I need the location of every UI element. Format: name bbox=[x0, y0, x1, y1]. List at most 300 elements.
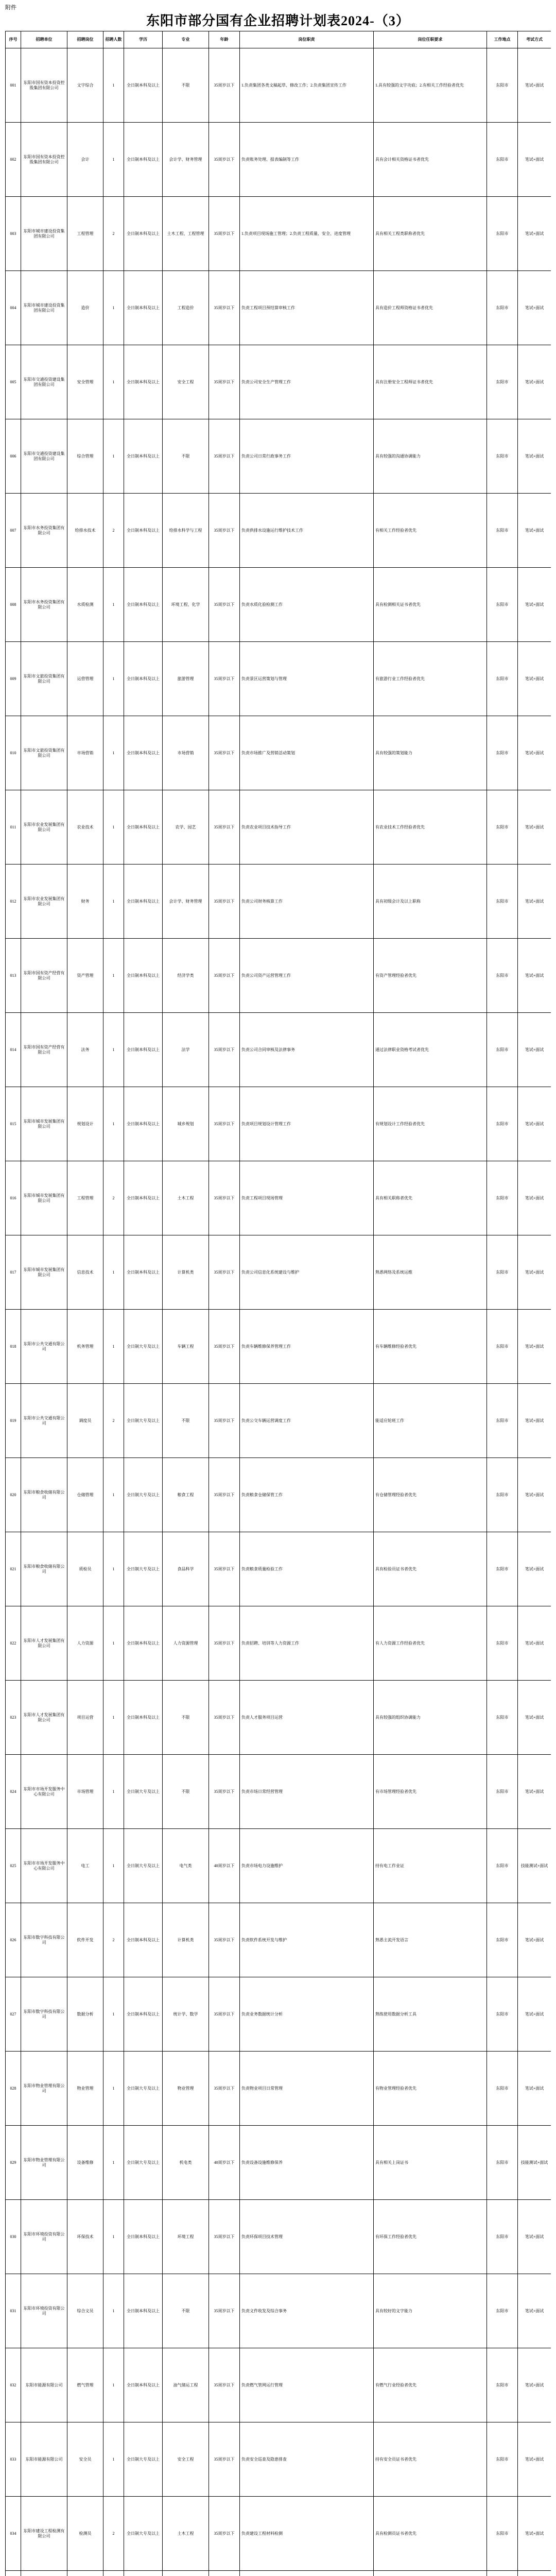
table-row bbox=[6, 123, 551, 197]
cell-no: 006 bbox=[6, 419, 21, 494]
table-row bbox=[6, 197, 551, 271]
cell-edu: 全日制本科及以上 bbox=[124, 1161, 163, 1235]
cell-req: 有相关工作经验者优先 bbox=[374, 494, 487, 568]
cell-place: 东阳市 bbox=[487, 2497, 518, 2571]
table-row bbox=[6, 1977, 551, 2052]
cell-major: 工程造价 bbox=[163, 271, 209, 345]
cell-exam: 笔试+面试 bbox=[518, 123, 551, 197]
cell-req: 有环保工作经验者优先 bbox=[374, 2200, 487, 2274]
cell-edu: 全日制本科及以上 bbox=[124, 1681, 163, 1755]
cell-age: 35周岁以下 bbox=[209, 123, 240, 197]
cell-duty: 负责物业项目日常管理 bbox=[240, 2052, 374, 2126]
cell-edu: 全日制大专及以上 bbox=[124, 1829, 163, 1903]
cell-duty: 负责燃气管网运行管理 bbox=[240, 2348, 374, 2422]
cell-exam: 笔试+面试 bbox=[518, 419, 551, 494]
cell-num: 1 bbox=[103, 419, 124, 494]
cell-duty: 负责市场电力设施维护 bbox=[240, 1829, 374, 1903]
cell-major: 给排水科学与工程 bbox=[163, 494, 209, 568]
cell-unit: 东阳市交通投资建设集团有限公司 bbox=[21, 419, 67, 494]
cell-age: 35周岁以下 bbox=[209, 1681, 240, 1755]
cell-duty: 负责工程项目预结算审核工作 bbox=[240, 271, 374, 345]
cell-major: 会计学、财务管理 bbox=[163, 123, 209, 197]
cell-edu: 全日制本科及以上 bbox=[124, 865, 163, 939]
cell-duty: 负责软件系统开发与维护 bbox=[240, 1903, 374, 1977]
cell-duty: 负责公交车辆运营调度工作 bbox=[240, 1384, 374, 1458]
cell-num: 1 bbox=[103, 48, 124, 123]
table-row bbox=[6, 271, 551, 345]
cell-exam: 笔试+面试 bbox=[518, 1606, 551, 1681]
cell-exam: 技能测试+面试 bbox=[518, 1829, 551, 1903]
cell-exam: 笔试+面试 bbox=[518, 2348, 551, 2422]
cell-exam: 笔试+面试 bbox=[518, 1161, 551, 1235]
cell-post: 工程管理 bbox=[67, 1161, 103, 1235]
table-row bbox=[6, 2571, 551, 2576]
cell-age: 35周岁以下 bbox=[209, 1532, 240, 1606]
table-row bbox=[6, 1310, 551, 1384]
cell-unit: 东阳市农业发展集团有限公司 bbox=[21, 790, 67, 865]
cell-num: 1 bbox=[103, 1977, 124, 2052]
cell-age: 35周岁以下 bbox=[209, 2052, 240, 2126]
cell-req: 具有造价工程师资格证书者优先 bbox=[374, 271, 487, 345]
page-title: 东阳市部分国有企业招聘计划表2024-（3） bbox=[146, 13, 410, 28]
cell-age: 35周岁以下 bbox=[209, 1310, 240, 1384]
cell-num: 2 bbox=[103, 197, 124, 271]
cell-edu: 全日制本科及以上 bbox=[124, 1087, 163, 1161]
table-row bbox=[6, 2348, 551, 2422]
cell-age: 35周岁以下 bbox=[209, 1903, 240, 1977]
cell-req: 熟练使用数据分析工具 bbox=[374, 1977, 487, 2052]
cell-major: 会计学、财务管理 bbox=[163, 865, 209, 939]
cell-edu: 全日制本科及以上 bbox=[124, 345, 163, 419]
cell-post: 文字综合 bbox=[67, 48, 103, 123]
cell-post: 资产管理 bbox=[67, 939, 103, 1013]
cell-place: 东阳市 bbox=[487, 939, 518, 1013]
cell-num: 1 bbox=[103, 716, 124, 790]
table-row bbox=[6, 1755, 551, 1829]
cell-edu bbox=[124, 2571, 163, 2576]
cell-place: 东阳市 bbox=[487, 2274, 518, 2348]
cell-req: 具有较强的组织协调能力 bbox=[374, 1681, 487, 1755]
cell-no: 025 bbox=[6, 1829, 21, 1903]
cell-age: 35周岁以下 bbox=[209, 865, 240, 939]
cell-exam: 笔试+面试 bbox=[518, 1903, 551, 1977]
table-row bbox=[6, 790, 551, 865]
cell-req: 有仓储管理经验者优先 bbox=[374, 1458, 487, 1532]
cell-post: 综合文员 bbox=[67, 2274, 103, 2348]
cell-edu: 全日制大专及以上 bbox=[124, 2126, 163, 2200]
cell-duty: 负责市场日常经营管理 bbox=[240, 1755, 374, 1829]
cell-age: 35周岁以下 bbox=[209, 1977, 240, 2052]
cell-no: 023 bbox=[6, 1681, 21, 1755]
cell-no: 011 bbox=[6, 790, 21, 865]
cell-num: 1 bbox=[103, 1235, 124, 1310]
cell-age: 35周岁以下 bbox=[209, 1458, 240, 1532]
cell-place: 东阳市 bbox=[487, 2200, 518, 2274]
cell-post: 安全员 bbox=[67, 2422, 103, 2497]
col-header-exam: 考试方式 bbox=[518, 31, 551, 48]
cell-major: 土木工程 bbox=[163, 1161, 209, 1235]
cell-exam: 笔试+面试 bbox=[518, 568, 551, 642]
cell-post: 规划设计 bbox=[67, 1087, 103, 1161]
cell-place: 东阳市 bbox=[487, 790, 518, 865]
cell-req: 有农业技术工作经验者优先 bbox=[374, 790, 487, 865]
cell-no: 017 bbox=[6, 1235, 21, 1310]
cell-post bbox=[67, 2571, 103, 2576]
cell-edu: 全日制本科及以上 bbox=[124, 2200, 163, 2274]
cell-num: 1 bbox=[103, 2052, 124, 2126]
cell-age: 35周岁以下 bbox=[209, 2422, 240, 2497]
cell-no: 014 bbox=[6, 1013, 21, 1087]
cell-duty: 负责设备设施维修保养 bbox=[240, 2126, 374, 2200]
table-row bbox=[6, 865, 551, 939]
cell-no bbox=[6, 2571, 21, 2576]
cell-edu: 全日制本科及以上 bbox=[124, 716, 163, 790]
cell-req: 具有相关上岗证书 bbox=[374, 2126, 487, 2200]
cell-post: 检测员 bbox=[67, 2497, 103, 2571]
cell-major: 计算机类 bbox=[163, 1235, 209, 1310]
cell-edu: 全日制本科及以上 bbox=[124, 1977, 163, 2052]
cell-age: 35周岁以下 bbox=[209, 1161, 240, 1235]
cell-unit: 东阳市人才发展集团有限公司 bbox=[21, 1606, 67, 1681]
cell-edu: 全日制大专及以上 bbox=[124, 1310, 163, 1384]
cell-no: 016 bbox=[6, 1161, 21, 1235]
cell-unit: 东阳市城市发展集团有限公司 bbox=[21, 1235, 67, 1310]
cell-exam: 笔试+面试 bbox=[518, 197, 551, 271]
cell-exam: 笔试+面试 bbox=[518, 271, 551, 345]
col-header-req: 岗位任职要求 bbox=[374, 31, 487, 48]
cell-edu: 全日制本科及以上 bbox=[124, 1606, 163, 1681]
cell-req: 熟悉网络及系统运维 bbox=[374, 1235, 487, 1310]
cell-post: 运营管理 bbox=[67, 642, 103, 716]
cell-no: 015 bbox=[6, 1087, 21, 1161]
table-row bbox=[6, 642, 551, 716]
table-row bbox=[6, 1681, 551, 1755]
cell-exam: 笔试+面试 bbox=[518, 1755, 551, 1829]
cell-exam: 笔试+面试 bbox=[518, 716, 551, 790]
cell-edu: 全日制本科及以上 bbox=[124, 123, 163, 197]
cell-exam: 笔试+面试 bbox=[518, 1458, 551, 1532]
cell-edu: 全日制本科及以上 bbox=[124, 1903, 163, 1977]
cell-duty: 1.负责集团各类文稿起草、修改工作；2.负责集团宣传工作 bbox=[240, 48, 374, 123]
cell-post: 法务 bbox=[67, 1013, 103, 1087]
cell-edu: 全日制大专及以上 bbox=[124, 1755, 163, 1829]
cell-age: 35周岁以下 bbox=[209, 642, 240, 716]
col-header-age: 年龄 bbox=[209, 31, 240, 48]
col-header-major: 专业 bbox=[163, 31, 209, 48]
cell-major: 不限 bbox=[163, 2274, 209, 2348]
table-row bbox=[6, 568, 551, 642]
cell-post: 人力资源 bbox=[67, 1606, 103, 1681]
cell-major: 土木工程、工程管理 bbox=[163, 197, 209, 271]
table-row bbox=[6, 1013, 551, 1087]
cell-num: 1 bbox=[103, 2274, 124, 2348]
cell-no: 034 bbox=[6, 2497, 21, 2571]
cell-post: 综合管理 bbox=[67, 419, 103, 494]
cell-no: 018 bbox=[6, 1310, 21, 1384]
cell-exam: 笔试+面试 bbox=[518, 790, 551, 865]
cell-age: 35周岁以下 bbox=[209, 1384, 240, 1458]
cell-duty: 负责建设工程材料检测 bbox=[240, 2497, 374, 2571]
cell-exam: 笔试+面试 bbox=[518, 2052, 551, 2126]
cell-num: 1 bbox=[103, 345, 124, 419]
cell-place: 东阳市 bbox=[487, 494, 518, 568]
cell-edu: 全日制本科及以上 bbox=[124, 494, 163, 568]
cell-unit: 东阳市国有资本投资控股集团有限公司 bbox=[21, 123, 67, 197]
cell-post: 项目运营 bbox=[67, 1681, 103, 1755]
cell-duty: 负责景区运营策划与管理 bbox=[240, 642, 374, 716]
cell-place: 东阳市 bbox=[487, 1458, 518, 1532]
cell-req: 持有安全员证书者优先 bbox=[374, 2422, 487, 2497]
cell-edu: 全日制本科及以上 bbox=[124, 642, 163, 716]
cell-unit: 东阳市交通投资建设集团有限公司 bbox=[21, 345, 67, 419]
table-body bbox=[6, 48, 551, 2576]
table-row bbox=[6, 345, 551, 419]
cell-post: 物业管理 bbox=[67, 2052, 103, 2126]
cell-major: 油气储运工程 bbox=[163, 2348, 209, 2422]
cell-exam: 笔试+面试 bbox=[518, 642, 551, 716]
cell-post: 调度员 bbox=[67, 1384, 103, 1458]
cell-place: 东阳市 bbox=[487, 642, 518, 716]
cell-unit bbox=[21, 2571, 67, 2576]
col-header-unit: 招聘单位 bbox=[21, 31, 67, 48]
col-header-post: 招聘岗位 bbox=[67, 31, 103, 48]
cell-num: 1 bbox=[103, 1606, 124, 1681]
cell-num: 1 bbox=[103, 1458, 124, 1532]
table-row bbox=[6, 2052, 551, 2126]
cell-post: 市场管理 bbox=[67, 1755, 103, 1829]
cell-major: 城乡规划 bbox=[163, 1087, 209, 1161]
cell-no: 029 bbox=[6, 2126, 21, 2200]
cell-edu: 全日制本科及以上 bbox=[124, 419, 163, 494]
cell-exam: 笔试+面试 bbox=[518, 939, 551, 1013]
cell-post: 仓储管理 bbox=[67, 1458, 103, 1532]
cell-unit: 东阳市能源有限公司 bbox=[21, 2348, 67, 2422]
table-row bbox=[6, 2274, 551, 2348]
cell-req: 具有初级会计及以上职称 bbox=[374, 865, 487, 939]
table-row bbox=[6, 1532, 551, 1606]
cell-no: 030 bbox=[6, 2200, 21, 2274]
cell-unit: 东阳市城市建设投资集团有限公司 bbox=[21, 197, 67, 271]
cell-duty bbox=[240, 2571, 374, 2576]
cell-unit: 东阳市国有资产经营有限公司 bbox=[21, 939, 67, 1013]
cell-exam: 笔试+面试 bbox=[518, 1681, 551, 1755]
recruitment-table bbox=[5, 31, 551, 2576]
cell-age: 35周岁以下 bbox=[209, 419, 240, 494]
cell-no: 013 bbox=[6, 939, 21, 1013]
cell-place: 东阳市 bbox=[487, 271, 518, 345]
cell-no: 033 bbox=[6, 2422, 21, 2497]
cell-place: 东阳市 bbox=[487, 2422, 518, 2497]
cell-unit: 东阳市国有资产经营有限公司 bbox=[21, 1013, 67, 1087]
cell-num: 1 bbox=[103, 2126, 124, 2200]
cell-req: 具有检验员证书者优先 bbox=[374, 1532, 487, 1606]
cell-place: 东阳市 bbox=[487, 2126, 518, 2200]
cell-duty: 负责人才服务项目运营 bbox=[240, 1681, 374, 1755]
cell-age: 35周岁以下 bbox=[209, 271, 240, 345]
cell-major: 经济学类 bbox=[163, 939, 209, 1013]
cell-place: 东阳市 bbox=[487, 48, 518, 123]
cell-post: 财务 bbox=[67, 865, 103, 939]
cell-major: 不限 bbox=[163, 1681, 209, 1755]
cell-age: 35周岁以下 bbox=[209, 2274, 240, 2348]
cell-req: 具有检测相关证书者优先 bbox=[374, 568, 487, 642]
cell-major: 不限 bbox=[163, 419, 209, 494]
cell-major: 农学、园艺 bbox=[163, 790, 209, 865]
cell-post: 燃气管理 bbox=[67, 2348, 103, 2422]
cell-no: 003 bbox=[6, 197, 21, 271]
cell-edu: 全日制本科及以上 bbox=[124, 271, 163, 345]
cell-major: 粮食工程 bbox=[163, 1458, 209, 1532]
cell-num: 2 bbox=[103, 1161, 124, 1235]
cell-num: 1 bbox=[103, 865, 124, 939]
cell-age: 35周岁以下 bbox=[209, 1235, 240, 1310]
cell-req: 具有检测员证书者优先 bbox=[374, 2497, 487, 2571]
cell-duty: 负责项目规划设计管理工作 bbox=[240, 1087, 374, 1161]
cell-age: 35周岁以下 bbox=[209, 716, 240, 790]
cell-age: 35周岁以下 bbox=[209, 345, 240, 419]
cell-exam: 笔试+面试 bbox=[518, 2200, 551, 2274]
cell-exam: 笔试+面试 bbox=[518, 865, 551, 939]
cell-unit: 东阳市城市建设投资集团有限公司 bbox=[21, 271, 67, 345]
cell-post: 机务管理 bbox=[67, 1310, 103, 1384]
table-row bbox=[6, 2422, 551, 2497]
cell-unit: 东阳市数字科技有限公司 bbox=[21, 1977, 67, 2052]
cell-exam: 技能测试+面试 bbox=[518, 2126, 551, 2200]
cell-age: 35周岁以下 bbox=[209, 1087, 240, 1161]
cell-req: 有规划设计工作经验者优先 bbox=[374, 1087, 487, 1161]
cell-major: 安全工程 bbox=[163, 2422, 209, 2497]
cell-age: 40周岁以下 bbox=[209, 2126, 240, 2200]
cell-no: 010 bbox=[6, 716, 21, 790]
cell-age: 35周岁以下 bbox=[209, 568, 240, 642]
cell-unit: 东阳市物业管理有限公司 bbox=[21, 2126, 67, 2200]
cell-no: 026 bbox=[6, 1903, 21, 1977]
cell-no: 024 bbox=[6, 1755, 21, 1829]
cell-duty: 负责公司日常行政事务工作 bbox=[240, 419, 374, 494]
cell-exam: 笔试+面试 bbox=[518, 2497, 551, 2571]
cell-unit: 东阳市水务投资集团有限公司 bbox=[21, 494, 67, 568]
cell-post: 农业技术 bbox=[67, 790, 103, 865]
cell-major: 土木工程 bbox=[163, 2497, 209, 2571]
cell-no: 021 bbox=[6, 1532, 21, 1606]
cell-place: 东阳市 bbox=[487, 716, 518, 790]
cell-place: 东阳市 bbox=[487, 1755, 518, 1829]
cell-age: 35周岁以下 bbox=[209, 2200, 240, 2274]
cell-edu: 全日制大专及以上 bbox=[124, 1384, 163, 1458]
cell-age: 35周岁以下 bbox=[209, 494, 240, 568]
cell-edu: 全日制大专及以上 bbox=[124, 2497, 163, 2571]
cell-post: 环保技术 bbox=[67, 2200, 103, 2274]
cell-age: 35周岁以下 bbox=[209, 1013, 240, 1087]
cell-post: 工程管理 bbox=[67, 197, 103, 271]
cell-duty: 1.负责项目现场施工管理；2.负责工程质量、安全、进度管理 bbox=[240, 197, 374, 271]
cell-unit: 东阳市粮食收储有限公司 bbox=[21, 1458, 67, 1532]
col-header-place: 工作地点 bbox=[487, 31, 518, 48]
table-row bbox=[6, 1235, 551, 1310]
cell-age: 35周岁以下 bbox=[209, 1606, 240, 1681]
cell-unit: 东阳市能源有限公司 bbox=[21, 2422, 67, 2497]
cell-major: 物业管理 bbox=[163, 2052, 209, 2126]
cell-num: 2 bbox=[103, 494, 124, 568]
cell-edu: 全日制本科及以上 bbox=[124, 197, 163, 271]
cell-unit: 东阳市公共交通有限公司 bbox=[21, 1384, 67, 1458]
cell-unit: 东阳市建设工程检测有限公司 bbox=[21, 2497, 67, 2571]
cell-place: 东阳市 bbox=[487, 2348, 518, 2422]
cell-exam: 笔试+面试 bbox=[518, 2422, 551, 2497]
cell-edu: 全日制本科及以上 bbox=[124, 2274, 163, 2348]
cell-exam bbox=[518, 2571, 551, 2576]
cell-req: 具有注册安全工程师证书者优先 bbox=[374, 345, 487, 419]
cell-req: 具有较好的文字能力 bbox=[374, 2274, 487, 2348]
cell-no: 002 bbox=[6, 123, 21, 197]
cell-duty: 负责供排水设施运行维护技术工作 bbox=[240, 494, 374, 568]
cell-major bbox=[163, 2571, 209, 2576]
table-row bbox=[6, 1384, 551, 1458]
col-header-no: 序号 bbox=[6, 31, 21, 48]
table-row bbox=[6, 48, 551, 123]
cell-place bbox=[487, 2571, 518, 2576]
cell-edu: 全日制本科及以上 bbox=[124, 790, 163, 865]
cell-num: 1 bbox=[103, 1532, 124, 1606]
cell-num: 2 bbox=[103, 1384, 124, 1458]
cell-no: 009 bbox=[6, 642, 21, 716]
cell-num bbox=[103, 2571, 124, 2576]
cell-req: 具有相关工程类职称者优先 bbox=[374, 197, 487, 271]
cell-req: 有市场管理经验者优先 bbox=[374, 1755, 487, 1829]
table-row bbox=[6, 939, 551, 1013]
cell-exam: 笔试+面试 bbox=[518, 1384, 551, 1458]
cell-age bbox=[209, 2571, 240, 2576]
cell-num: 1 bbox=[103, 642, 124, 716]
cell-edu: 全日制大专及以上 bbox=[124, 1458, 163, 1532]
cell-major: 不限 bbox=[163, 48, 209, 123]
cell-req: 1.具有较强的文字功底；2.有相关工作经验者优先 bbox=[374, 48, 487, 123]
table-row bbox=[6, 1606, 551, 1681]
cell-place: 东阳市 bbox=[487, 1310, 518, 1384]
cell-unit: 东阳市农业发展集团有限公司 bbox=[21, 865, 67, 939]
cell-unit: 东阳市水务投资集团有限公司 bbox=[21, 568, 67, 642]
cell-age: 35周岁以下 bbox=[209, 2348, 240, 2422]
cell-major: 不限 bbox=[163, 1755, 209, 1829]
cell-num: 1 bbox=[103, 1755, 124, 1829]
recruitment-table-wrapper bbox=[5, 31, 551, 2576]
cell-major: 机电类 bbox=[163, 2126, 209, 2200]
cell-post: 安全管理 bbox=[67, 345, 103, 419]
cell-num: 1 bbox=[103, 1681, 124, 1755]
cell-place: 东阳市 bbox=[487, 1829, 518, 1903]
cell-major: 不限 bbox=[163, 1384, 209, 1458]
cell-edu: 全日制本科及以上 bbox=[124, 2348, 163, 2422]
table-row bbox=[6, 2497, 551, 2571]
cell-unit: 东阳市市场开发服务中心有限公司 bbox=[21, 1755, 67, 1829]
cell-exam: 笔试+面试 bbox=[518, 1013, 551, 1087]
cell-edu: 全日制本科及以上 bbox=[124, 1235, 163, 1310]
cell-exam: 笔试+面试 bbox=[518, 1235, 551, 1310]
cell-num: 1 bbox=[103, 1013, 124, 1087]
cell-place: 东阳市 bbox=[487, 865, 518, 939]
col-header-num: 招聘人数 bbox=[103, 31, 124, 48]
cell-place: 东阳市 bbox=[487, 1384, 518, 1458]
table-row bbox=[6, 1161, 551, 1235]
cell-req: 有人力资源工作经验者优先 bbox=[374, 1606, 487, 1681]
cell-req: 有燃气行业经验者优先 bbox=[374, 2348, 487, 2422]
cell-req bbox=[374, 2571, 487, 2576]
table-row bbox=[6, 1458, 551, 1532]
cell-place: 东阳市 bbox=[487, 123, 518, 197]
cell-no: 031 bbox=[6, 2274, 21, 2348]
cell-no: 008 bbox=[6, 568, 21, 642]
cell-major: 计算机类 bbox=[163, 1903, 209, 1977]
